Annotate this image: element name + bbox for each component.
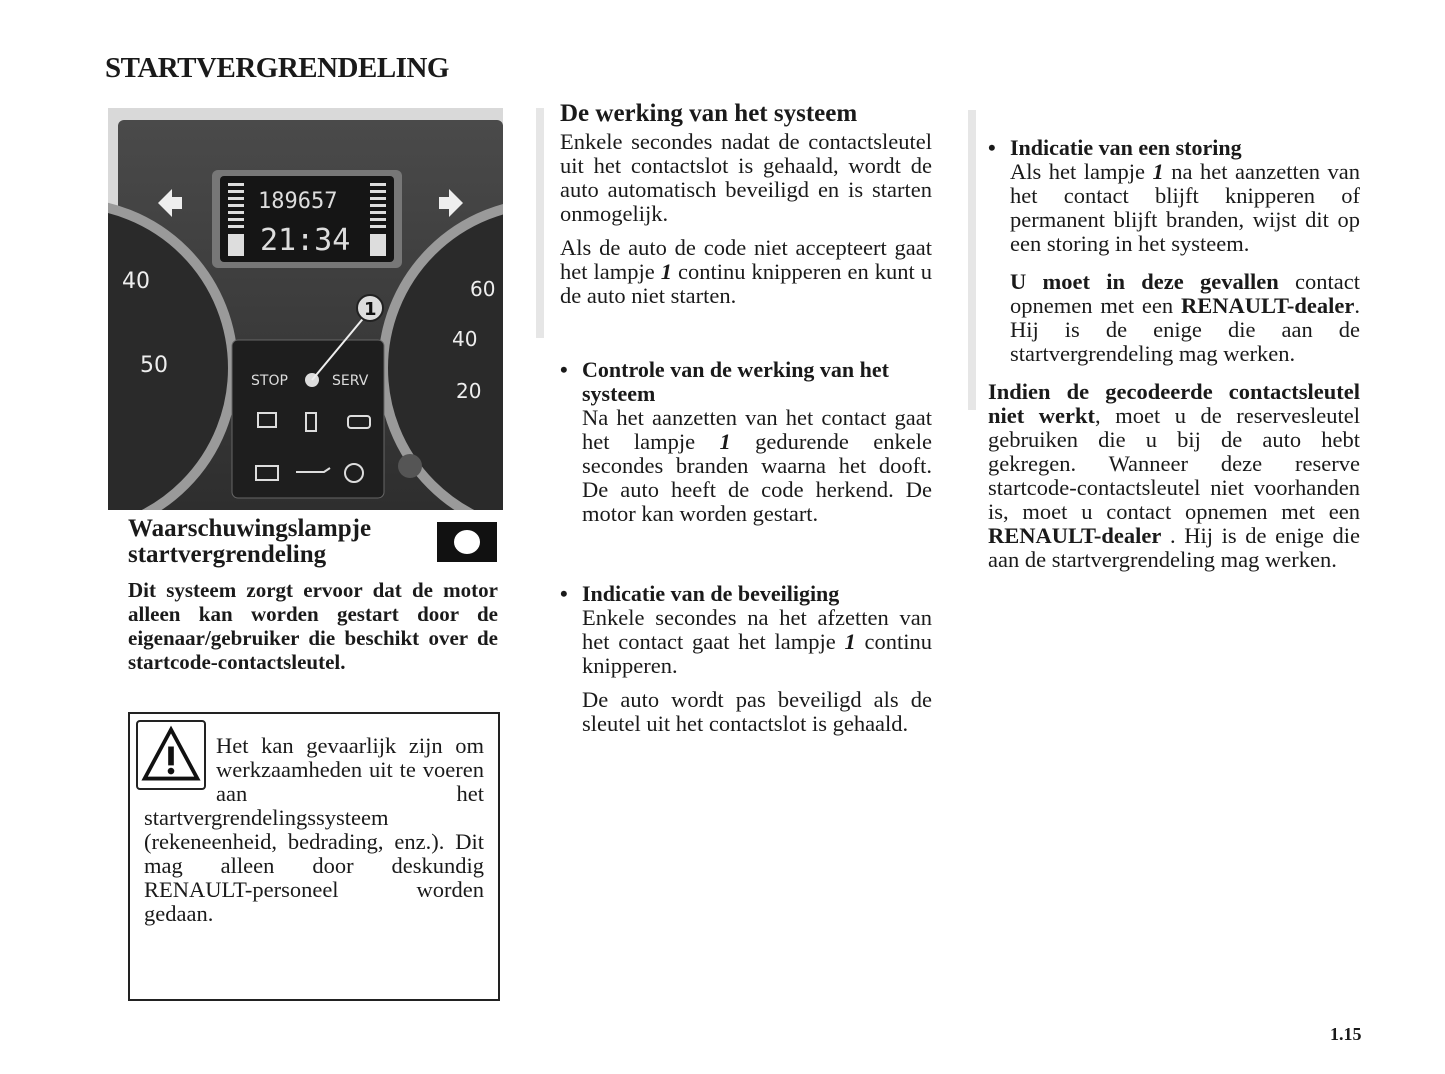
bullet-heading: • Indicatie van de beveiliging <box>560 581 840 606</box>
gauge-label: 40 <box>452 327 478 351</box>
instrument-cluster-image <box>108 108 503 510</box>
paragraph: Enkele secondes nadat de contactsleutel uit het contactslot is gehaald, wordt de auto automatisch beveiligd en is starten onmogelijk. <box>560 129 932 226</box>
gauge-label: 50 <box>140 353 168 378</box>
paragraph: U moet in deze gevallen contact opnemen met een RENAULT-dealer. Hij is de enige die aan de startvergrendeling mag werken. <box>1010 269 1360 366</box>
warning-light-title: Waarschuwingslampje startvergrendeling <box>128 515 372 568</box>
intro-text: Dit systeem zorgt ervoor dat de motor alleen kan worden gestart door de eigenaar/gebruiker die beschikt over de startcode-contactsleutel. <box>128 578 498 674</box>
column-rule <box>536 108 544 338</box>
page-title: STARTVERGRENDELING <box>105 52 449 84</box>
column-malfunction <box>988 136 1360 582</box>
fuel-gauge-icon <box>228 234 244 256</box>
temperature-gauge-icon <box>370 234 386 256</box>
bullet-heading: • Indicatie van een storing <box>988 135 1242 160</box>
caution-text: Het kan gevaarlijk zijn om werkzaamheden uit te voeren aan het startvergrendelingssysteem (rekeneenheid, bedrading, enz.). Dit mag alleen door deskundig RENAULT-personeel worden gedaan. <box>144 733 484 926</box>
odometer: 189657 <box>258 189 338 214</box>
gauge-label: 60 <box>470 277 496 301</box>
page-number: 1.15 <box>1330 1024 1362 1044</box>
paragraph: Na het aanzetten van het contact gaat het lampje 1 gedurende enkele secondes branden waarna het dooft. De auto heeft de code herkend. De motor kan worden gestart. <box>582 405 932 526</box>
gauge-label: 40 <box>122 269 150 294</box>
clock: 21:34 <box>260 223 351 258</box>
paragraph: Enkele secondes na het afzetten van het contact gaat het lampje 1 continu knipperen. <box>582 605 932 678</box>
caution-box <box>128 712 500 1001</box>
immobiliser-lamp-icon <box>437 522 497 562</box>
serv-light-label: SERV <box>332 373 369 389</box>
stop-light-label: STOP <box>251 373 288 389</box>
bullet-heading: • Controle van de werking van het systeem <box>560 357 889 406</box>
warning-triangle-icon <box>136 720 206 790</box>
paragraph: Als het lampje 1 na het aanzetten van het contact blijft knipperen of permanent blijft branden, wijst dit op een storing in het systeem. <box>1010 159 1360 256</box>
column-system-operation <box>560 102 932 746</box>
paragraph: De auto wordt pas beveiligd als de sleutel uit het contactslot is gehaald. <box>582 687 932 736</box>
paragraph: Indien de gecodeerde contactsleutel niet werkt, moet u de reservesleutel gebruiken die u bij de auto hebt gekregen. Wanneer deze reserve startcode-contactsleutel niet voorhanden is, moet u contact opnemen met een RENAULT-dealer . Hij is de enige die aan de startvergrendeling mag werken. <box>988 379 1360 572</box>
paragraph: Als de auto de code niet accepteert gaat het lampje 1 continu knipperen en kunt u de auto niet starten. <box>560 235 932 308</box>
callout-number: 1 <box>364 299 377 320</box>
gauge-label: 20 <box>456 379 482 403</box>
section-heading: De werking van het systeem <box>560 100 858 127</box>
column-rule <box>968 110 976 410</box>
